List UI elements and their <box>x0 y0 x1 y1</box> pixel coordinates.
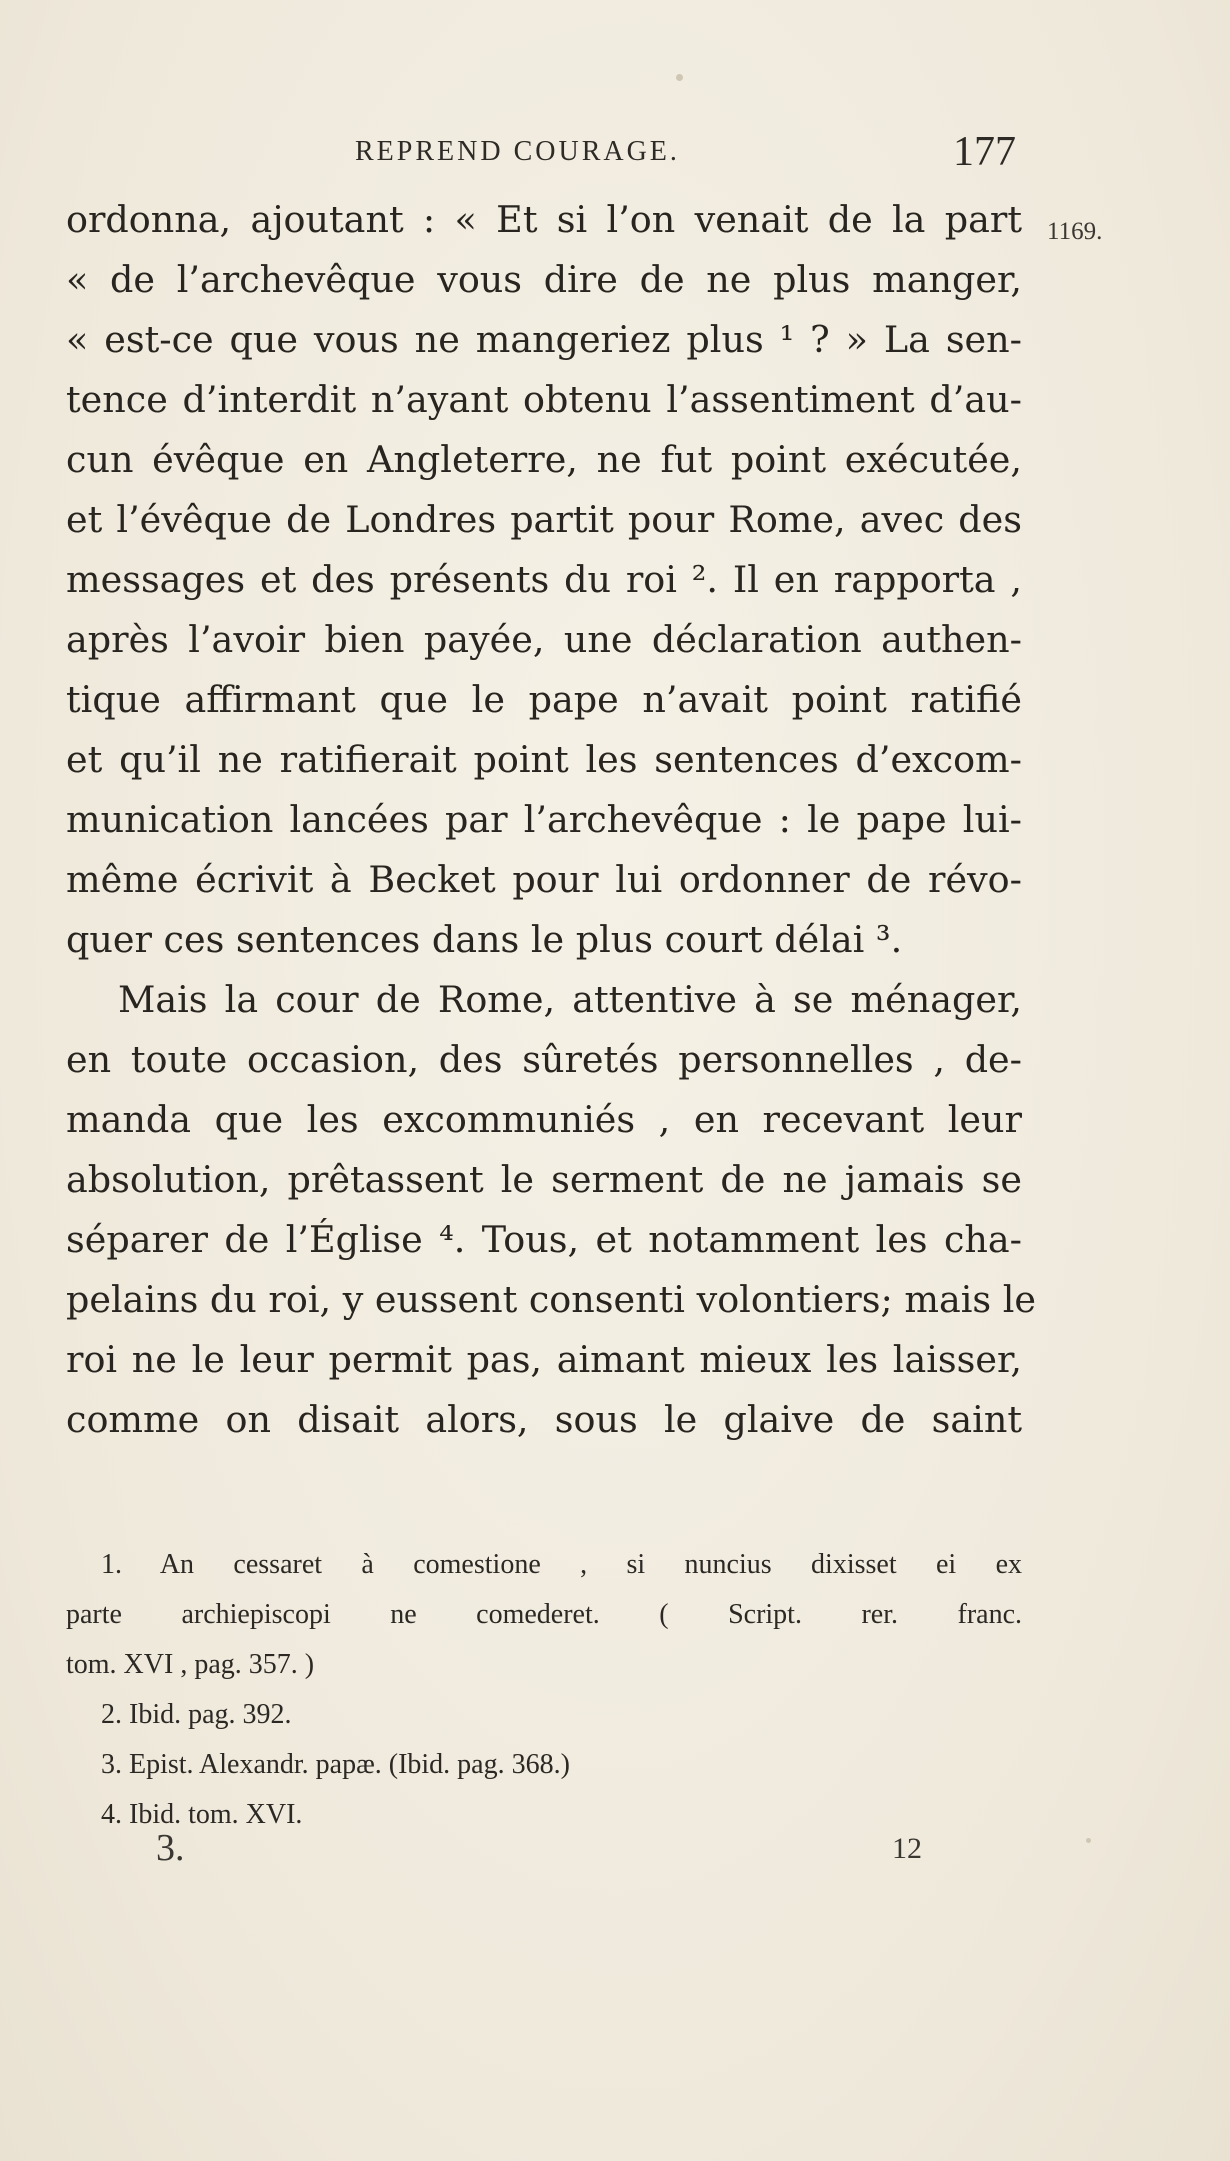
running-title: REPREND COURAGE. <box>355 136 680 167</box>
signature-gathering: 12 <box>892 1832 922 1865</box>
body-line: après l’avoir bien payée, une déclaration authen- <box>66 618 1022 661</box>
page-number: 177 <box>953 129 1016 175</box>
signature-volume: 3. <box>156 1827 185 1869</box>
footnote-4: 4. Ibid. tom. XVI. <box>101 1799 303 1830</box>
printer-signature <box>0 1826 1230 1876</box>
footnote-2: 2. Ibid. pag. 392. <box>101 1699 292 1730</box>
body-line: messages et des présents du roi ². Il en rapporta , <box>66 558 1022 601</box>
body-line: munication lancées par l’archevêque : le pape lui- <box>66 798 1022 841</box>
body-line: « est-ce que vous ne mangeriez plus ¹ ? » La sen- <box>66 318 1022 361</box>
body-line: cun évêque en Angleterre, ne fut point exécutée, <box>66 438 1022 481</box>
paper-speck <box>676 74 683 81</box>
body-line: comme on disait alors, sous le glaive de saint <box>66 1398 1022 1441</box>
paragraph-end-line: quer ces sentences dans le plus court délai ³. <box>66 918 903 961</box>
paragraph-start-line: Mais la cour de Rome, attentive à se ménager, <box>118 978 1022 1021</box>
body-line: manda que les excommuniés , en recevant leur <box>66 1098 1022 1141</box>
body-line: « de l’archevêque vous dire de ne plus manger, <box>66 258 1022 301</box>
body-line: tence d’interdit n’ayant obtenu l’assentiment d’au- <box>66 378 1022 421</box>
page-header <box>0 128 1230 178</box>
body-line: ordonna, ajoutant : « Et si l’on venait de la part <box>66 198 1022 241</box>
footnote-3: 3. Epist. Alexandr. papæ. (Ibid. pag. 368.) <box>101 1749 570 1780</box>
body-line: tique affirmant que le pape n’avait point ratifié <box>66 678 1022 721</box>
body-line: et qu’il ne ratifierait point les sentences d’excom- <box>66 738 1022 781</box>
body-line: pelains du roi, y eussent consenti volontiers; mais le <box>66 1278 1036 1321</box>
footnotes <box>66 1540 1022 1840</box>
body-text <box>66 190 1036 1450</box>
body-line: roi ne le leur permit pas, aimant mieux les laisser, <box>66 1338 1022 1381</box>
body-line: en toute occasion, des sûretés personnelles , de- <box>66 1038 1022 1081</box>
body-line: absolution, prêtassent le serment de ne jamais se <box>66 1158 1022 1201</box>
body-line: séparer de l’Église ⁴. Tous, et notamment les cha- <box>66 1218 1022 1261</box>
footnote-1: 1. An cessaret à comestione , si nuncius dixisset ei ex <box>101 1549 1022 1580</box>
body-line: même écrivit à Becket pour lui ordonner de révo- <box>66 858 1022 901</box>
footnote-1-continued: parte archiepiscopi ne comederet. ( Script. rer. franc. <box>66 1599 1022 1630</box>
body-line: et l’évêque de Londres partit pour Rome, avec des <box>66 498 1022 541</box>
margin-year-note: 1169. <box>1047 218 1103 245</box>
footnote-1-continued: tom. XVI , pag. 357. ) <box>66 1649 315 1680</box>
